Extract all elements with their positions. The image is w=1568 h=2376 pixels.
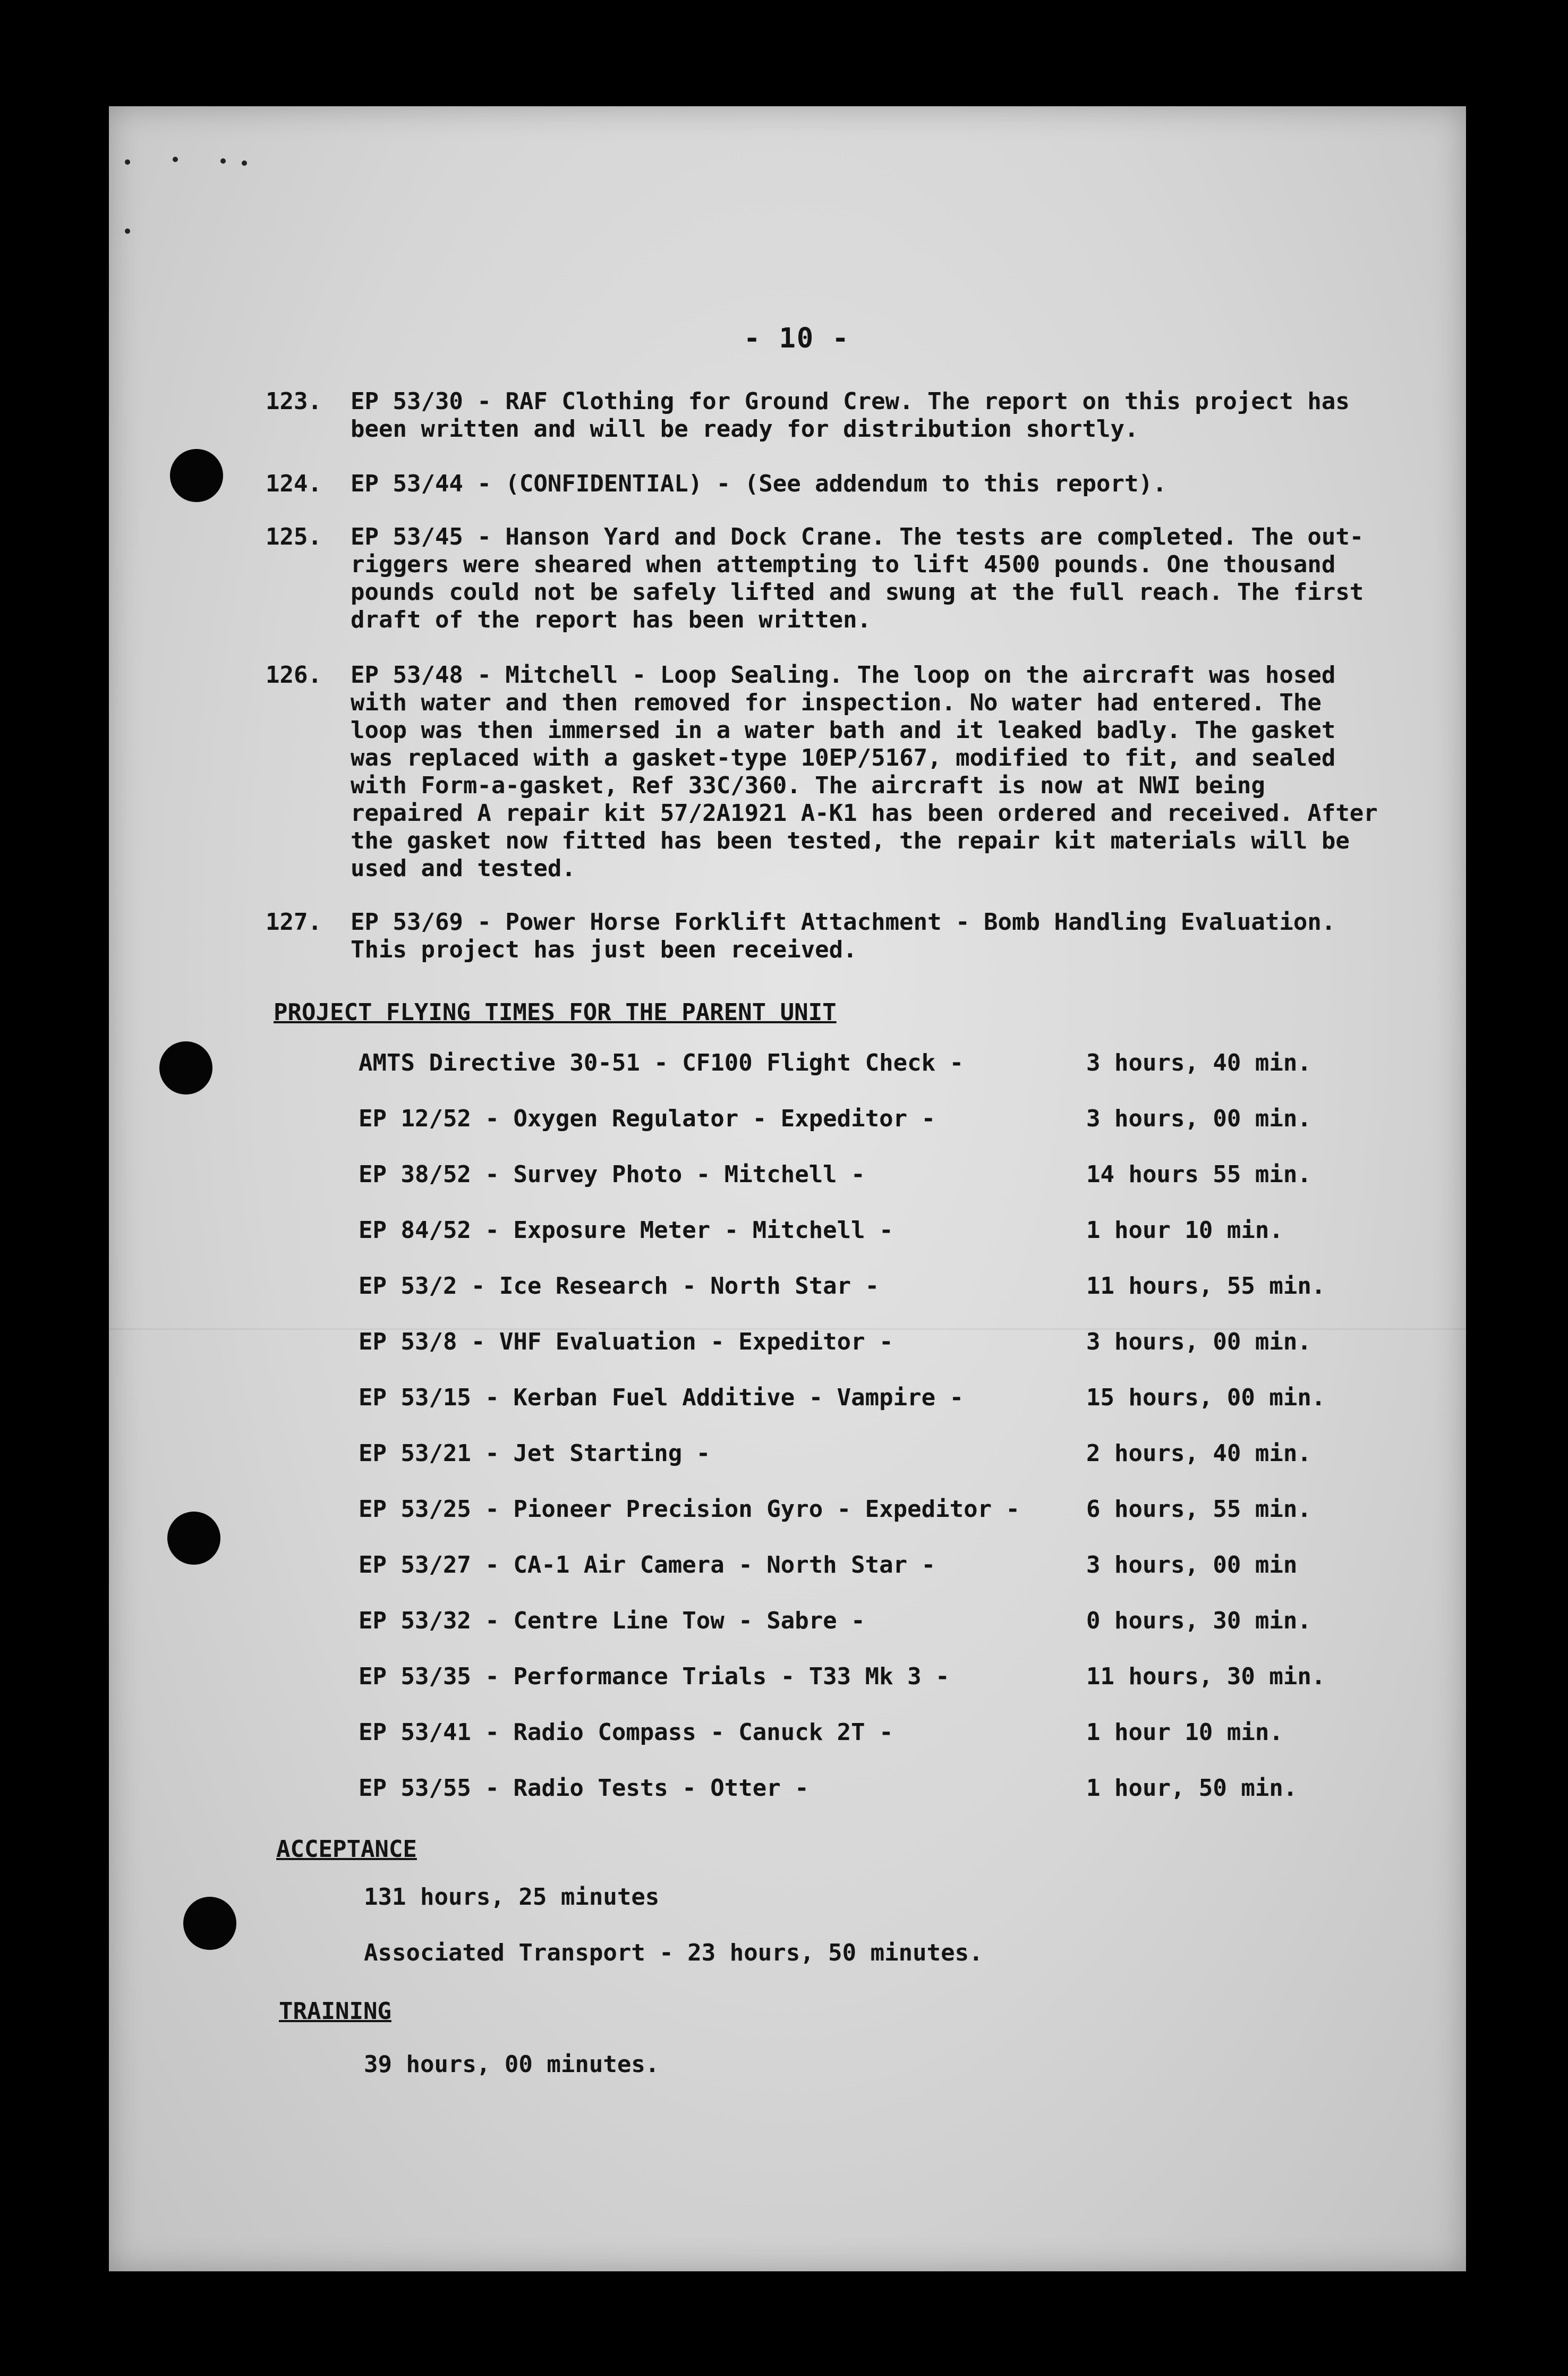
flight-duration: 0 hours, 30 min. [1086,1607,1311,1634]
paper-speck [242,160,247,166]
flight-duration: 14 hours 55 min. [1086,1161,1311,1188]
punch-hole [170,449,223,502]
item-text: EP 53/45 - Hanson Yard and Dock Crane. The tests are completed. The out-riggers were sheared when attempting to lift 4500 pounds. One thousand pounds could not be safely lifted and swung at the full reach. The first draft of the report has been written. [351,523,1364,633]
flight-duration: 3 hours, 00 min. [1086,1105,1311,1132]
flight-project: EP 84/52 - Exposure Meter - Mitchell - [359,1217,893,1244]
item-number: 126. [266,661,322,689]
paper-speck [125,159,130,165]
report-item [266,523,1381,634]
report-item [266,909,1381,964]
item-text: EP 53/48 - Mitchell - Loop Sealing. The loop on the aircraft was hosed with water and then removed for inspection. No water had entered. The loop was then immersed in a water bath and it leaked badly. The gasket was replaced with a gasket-type 10EP/5167, modified to fit, and sealed with Form-a-gasket, Ref 33C/360. The aircraft is now at NWI being repaired A repair kit 57/2A1921 A-K1 has been ordered and received. After the gasket now fitted has been tested, the repair kit materials will be used and tested. [351,661,1378,882]
flight-duration: 6 hours, 55 min. [1086,1496,1311,1523]
flight-duration: 15 hours, 00 min. [1086,1384,1326,1411]
report-item [266,470,1381,498]
acceptance-heading: ACCEPTANCE [276,1836,417,1863]
flight-duration: 1 hour, 50 min. [1086,1775,1298,1802]
report-item [266,661,1381,882]
punch-hole [167,1512,220,1565]
punch-hole [183,1897,236,1950]
item-number: 125. [266,523,322,550]
flying-times-heading: PROJECT FLYING TIMES FOR THE PARENT UNIT [274,999,837,1026]
flight-project: EP 53/21 - Jet Starting - [359,1440,711,1467]
paper-speck [220,158,226,164]
item-number: 123. [266,388,322,415]
flight-row [359,1049,1341,1079]
flight-project: EP 53/55 - Radio Tests - Otter - [359,1775,809,1802]
flight-project: EP 53/41 - Radio Compass - Canuck 2T - [359,1719,893,1746]
flight-row [359,1272,1341,1302]
flight-project: EP 53/27 - CA-1 Air Camera - North Star - [359,1551,936,1579]
flight-row [359,1384,1341,1414]
flight-project: EP 53/35 - Performance Trials - T33 Mk 3 - [359,1663,950,1690]
paper-speck [173,157,178,162]
flight-row [359,1161,1341,1191]
flight-project: EP 12/52 - Oxygen Regulator - Expeditor - [359,1105,936,1132]
page-number: - 10 - [744,323,850,354]
flight-row [359,1607,1341,1637]
flight-duration: 2 hours, 40 min. [1086,1440,1311,1467]
flight-row [359,1217,1341,1246]
punch-hole [159,1041,212,1094]
flight-duration: 3 hours, 00 min. [1086,1328,1311,1355]
item-number: 127. [266,909,322,936]
flight-duration: 11 hours, 30 min. [1086,1663,1326,1690]
training-heading: TRAINING [279,1998,391,2025]
flight-duration: 3 hours, 40 min. [1086,1049,1311,1076]
flight-duration: 1 hour 10 min. [1086,1217,1283,1244]
flight-duration: 11 hours, 55 min. [1086,1272,1326,1300]
flight-project: EP 53/25 - Pioneer Precision Gyro - Expeditor - [359,1496,1020,1523]
flight-project: EP 53/32 - Centre Line Tow - Sabre - [359,1607,865,1634]
item-text: EP 53/30 - RAF Clothing for Ground Crew. The report on this project has been written and will be ready for distribution shortly. [351,388,1350,443]
flight-duration: 3 hours, 00 min [1086,1551,1298,1579]
flight-project: EP 53/8 - VHF Evaluation - Expeditor - [359,1328,893,1355]
item-text: EP 53/69 - Power Horse Forklift Attachment - Bomb Handling Evaluation. This project has just been received. [351,909,1336,963]
flight-project: EP 38/52 - Survey Photo - Mitchell - [359,1161,865,1188]
flight-duration: 1 hour 10 min. [1086,1719,1283,1746]
paper-speck [125,228,130,234]
report-item [266,388,1381,443]
document-page [109,106,1466,2271]
associated-transport: Associated Transport - 23 hours, 50 minutes. [364,1939,983,1966]
item-number: 124. [266,470,322,497]
flight-row [359,1551,1341,1581]
training-total: 39 hours, 00 minutes. [364,2051,660,2078]
flight-row [359,1496,1341,1525]
acceptance-total: 131 hours, 25 minutes [364,1883,660,1911]
flight-row [359,1663,1341,1693]
flight-row [359,1105,1341,1135]
item-text: EP 53/44 - (CONFIDENTIAL) - (See addendum to this report). [351,470,1167,497]
flight-row [359,1440,1341,1470]
flight-project: AMTS Directive 30-51 - CF100 Flight Check - [359,1049,964,1076]
flight-project: EP 53/15 - Kerban Fuel Additive - Vampire - [359,1384,964,1411]
flight-row [359,1328,1341,1358]
flight-row [359,1775,1341,1804]
flight-project: EP 53/2 - Ice Research - North Star - [359,1272,880,1300]
flight-row [359,1719,1341,1749]
